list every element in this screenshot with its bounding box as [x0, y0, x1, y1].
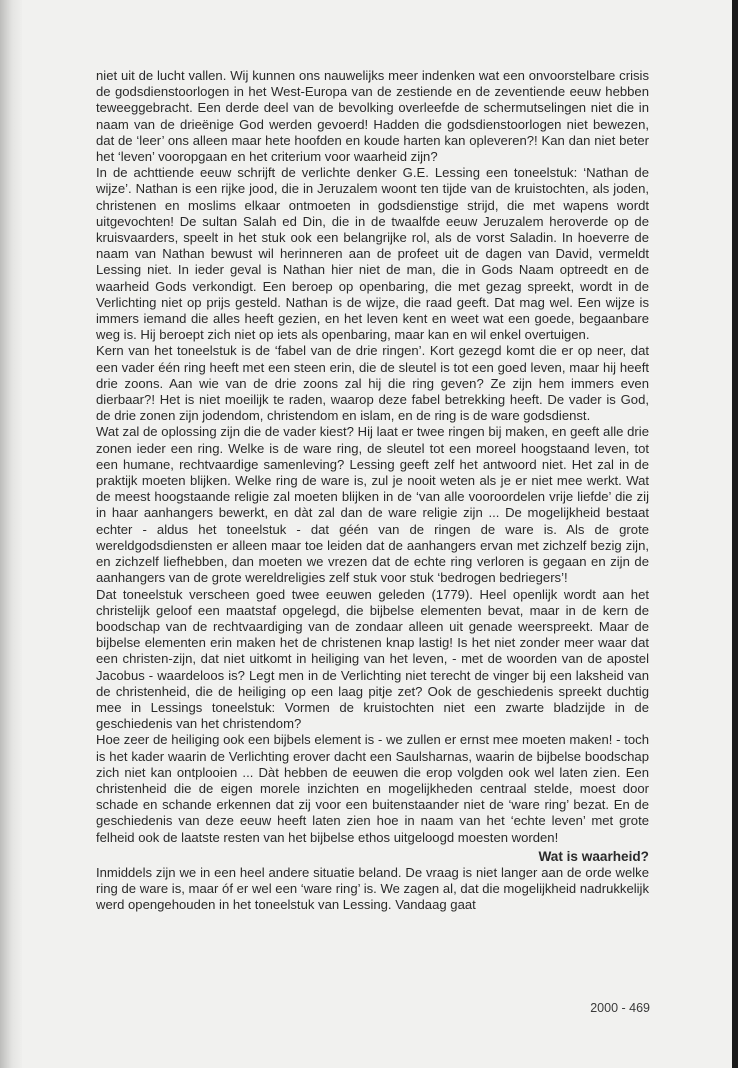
scan-right-border — [732, 0, 738, 1068]
article-body — [96, 68, 649, 913]
paragraph: Kern van het toneelstuk is de ‘fabel van de drie ringen’. Kort gezegd komt die er op neer, dat een vader één ring heeft met een steen erin, die de sleutel is tot een goed leven, maar hij heeft drie zoons. Aan wie van de drie zoons zal hij die ring geven? Ze zijn hem immers even dierbaar?! Het is niet moeilijk te raden, waarop deze fabel betrekking heeft. De vader is God, de drie zonen zijn jodendom, christendom en islam, en de ring is de ware godsdienst. — [96, 343, 649, 424]
paragraph: Hoe zeer de heiliging ook een bijbels element is - we zullen er ernst mee moeten maken! - toch is het kader waarin de Verlichting erover dacht een Saulsharnas, waarin de bijbelse boodschap zich niet kan ontplooien ... Dàt hebben de eeuwen die erop volgden ook wel laten zien. Een christenheid die de eigen morele inzichten en mogelijkheden centraal stelde, moest door schade en schande erkennen dat zij voor een buitenstaander niet de ‘ware ring’ bezat. En de geschiedenis van deze eeuw heeft laten zien hoe in naam van het ‘echte leven’ met grote felheid ook de laatste resten van het bijbelse ethos uitgeloogd moesten worden! — [96, 732, 649, 845]
paragraph: Wat zal de oplossing zijn die de vader kiest? Hij laat er twee ringen bij maken, en geeft alle drie zonen ieder een ring. Welke is de ware ring, de sleutel tot een moreel hoogstaand leven, tot een humane, rechtvaardige samenleving? Lessing geeft zelf het antwoord niet. Het zal in de praktijk moeten blijken. Welke ring de ware is, zul je nooit weten als je er niet mee werkt. Wat de meest hoogstaande religie zal moeten blijken in de ‘van alle vooroordelen vrije liefde’ die zij in haar aanhangers bewerkt, en dàt zal dan de ware religie zijn ... De mogelijkheid bestaat echter - aldus het toneelstuk - dat géén van de ringen de ware is. Als de grote wereldgodsdiensten er alleen maar toe leiden dat de aanhangers ervan met zichzelf bezig zijn, en zichzelf liefhebben, dan moeten we vrezen dat de echte ring verloren is gegaan en zijn de aanhangers van de grote wereldreligies zelf stuk voor stuk ‘bedrogen bedriegers’! — [96, 424, 649, 586]
section-heading: Wat is waarheid? — [538, 848, 649, 864]
paragraph: Dat toneelstuk verscheen goed twee eeuwen geleden (1779). Heel openlijk wordt aan het christelijk geloof een maatstaf opgelegd, die bijbelse elementen bevat, maar in de kern de boodschap van de rechtvaardiging van de zondaar alleen uit genade weerspreekt. Maar de bijbelse elementen erin maken het de christenen knap lastig! Is het niet zonder meer waar dat een christen-zijn, dat niet uitkomt in heiliging van het leven, - met de woorden van de apostel Jacobus - waardeloos is? Legt men in de Verlichting niet terecht de vinger bij een laksheid van de christenheid, die de heiliging op een laag pitje zet? Ook de geschiedenis spreekt duchtig mee in Lessings toneelstuk: Vormen de kruistochten niet een zwarte bladzijde in de geschiedenis van het christendom? — [96, 586, 649, 732]
paragraph: Inmiddels zijn we in een heel andere situatie beland. De vraag is niet langer aan de orde welke ring de ware is, maar óf er wel een ‘ware ring’ is. We zagen al, dat die mogelijkheid nadrukkelijk werd opengehouden in het toneelstuk van Lessing. Vandaag gaat — [96, 864, 649, 913]
page-number: 2000 - 469 — [590, 1001, 650, 1015]
scan-binding-edge — [0, 0, 22, 1068]
paragraph: In de achttiende eeuw schrijft de verlichte denker G.E. Lessing een toneelstuk: ‘Nathan de wijze’. Nathan is een rijke jood, die in Jeruzalem woont ten tijde van de kruistochten, als joden, christenen en moslims elkaar ontmoeten in godsdienstige strijd, die met wapens wordt uitgevochten! De sultan Salah ed Din, die in de twaalfde eeuw Jeruzalem heroverde op de kruisvaarders, speelt in het stuk ook een belangrijke rol, als de vorst Saladin. In hoeverre de naam van Nathan bewust wil herinneren aan de profeet uit de dagen van David, vermeldt Lessing niet. In ieder geval is Nathan hier niet de man, die in Gods Naam optreedt en de waarheid Gods verkondigt. Een beroep op openbaring, die met gezag spreekt, wordt in de Verlichting niet op prijs gesteld. Nathan is de wijze, die raad geeft. Dat mag wel. Een wijze is immers iemand die alles heeft gezien, en het leven kent en weet wat een goede, begaanbare weg is. Hij beroept zich niet op iets als openbaring, maar kan en wil enkel overtuigen. — [96, 165, 649, 343]
paragraph: niet uit de lucht vallen. Wij kunnen ons nauwelijks meer indenken wat een onvoorstelbare crisis de godsdienstoorlogen in het West-Europa van de zestiende en de zeventiende eeuw hebben teweeggebracht. Een derde deel van de bevolking overleefde de schermutselingen niet die in naam van de drieënige God werden gevoerd! Hadden die godsdienstoorlogen niet bewezen, dat de ‘leer’ ons alleen maar hete hoofden en koude harten kan opleveren?! Kan dan niet beter het ‘leven’ vooropgaan en het criterium voor waarheid zijn? — [96, 68, 649, 165]
